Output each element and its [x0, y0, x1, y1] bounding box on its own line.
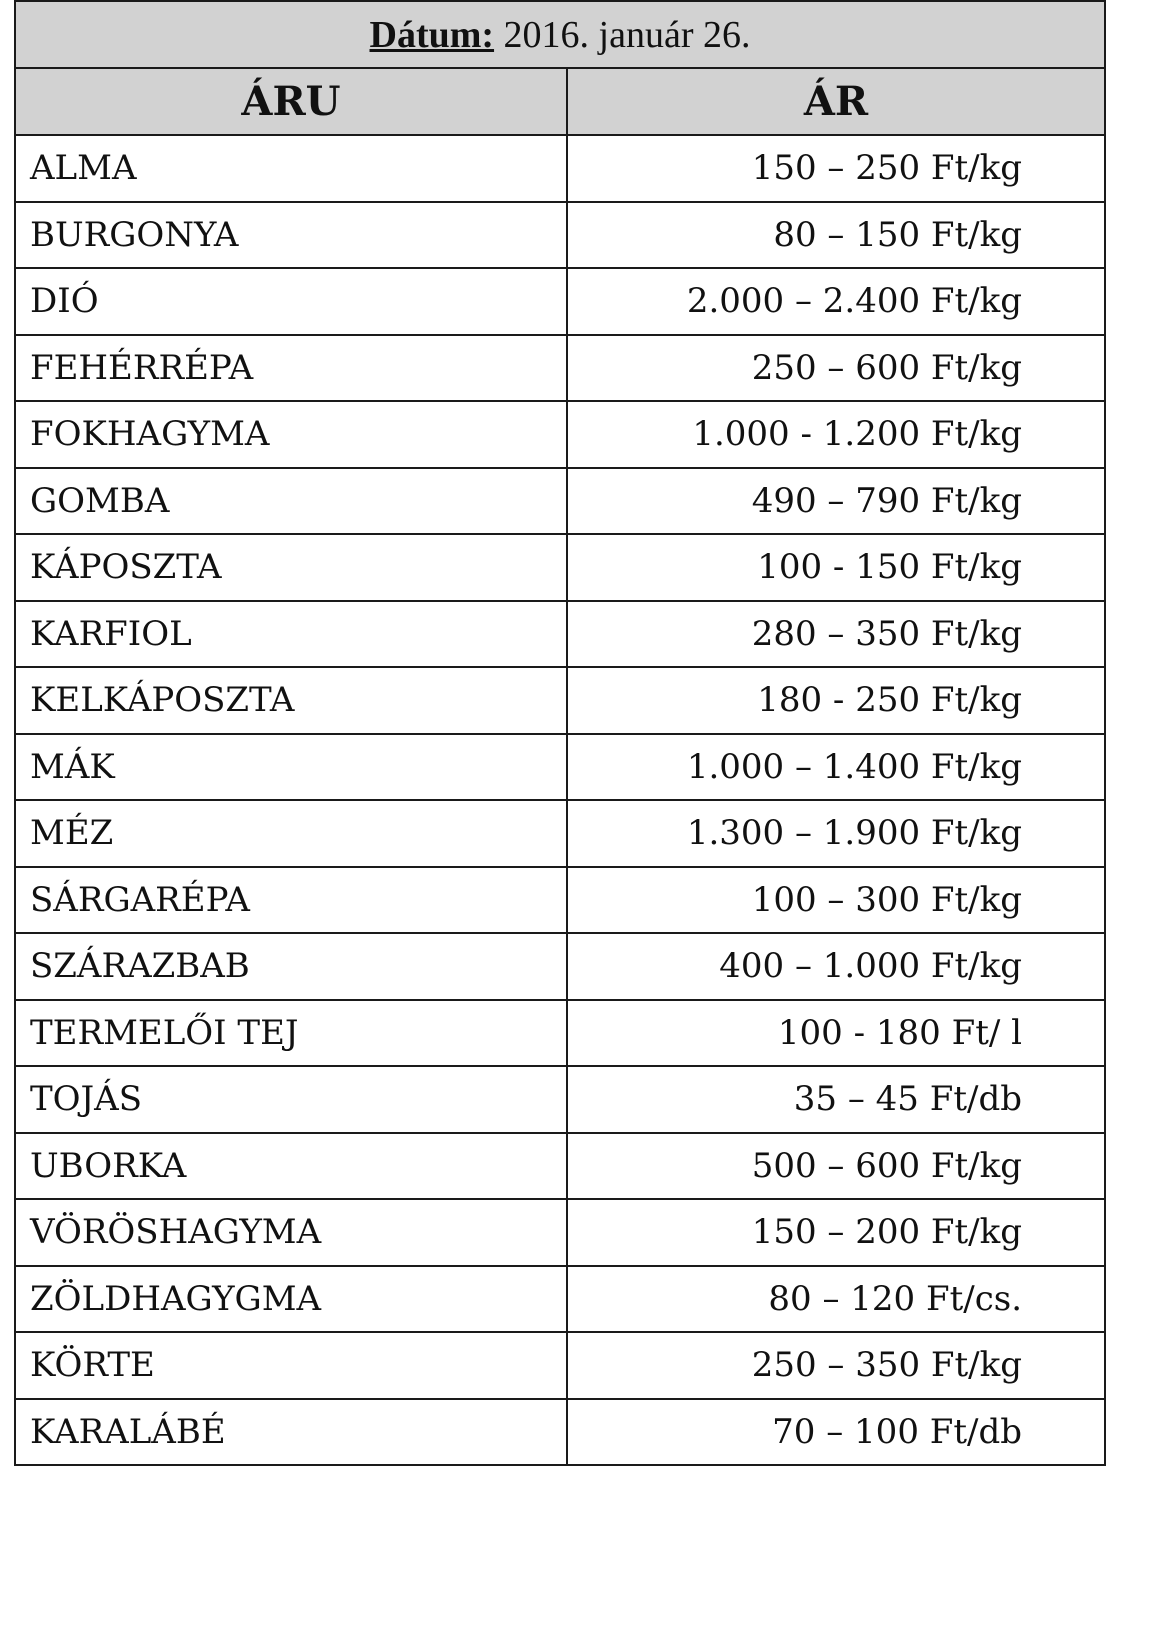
table-row [15, 601, 1105, 668]
table-row [15, 268, 1105, 335]
table-row [15, 135, 1105, 202]
item-price: 400 – 1.000 Ft/kg [567, 933, 1105, 1000]
table-row [15, 800, 1105, 867]
item-price: 180 - 250 Ft/kg [567, 667, 1105, 734]
item-name: ALMA [15, 135, 567, 202]
item-price: 1.000 – 1.400 Ft/kg [567, 734, 1105, 801]
item-name: MÉZ [15, 800, 567, 867]
item-price: 100 - 150 Ft/kg [567, 534, 1105, 601]
item-price: 1.000 - 1.200 Ft/kg [567, 401, 1105, 468]
item-price: 35 – 45 Ft/db [567, 1066, 1105, 1133]
item-price: 500 – 600 Ft/kg [567, 1133, 1105, 1200]
item-price: 70 – 100 Ft/db [567, 1399, 1105, 1466]
table-row [15, 1000, 1105, 1067]
table-row [15, 534, 1105, 601]
item-price: 80 – 120 Ft/cs. [567, 1266, 1105, 1333]
table-row [15, 1066, 1105, 1133]
item-price: 280 – 350 Ft/kg [567, 601, 1105, 668]
item-price: 2.000 – 2.400 Ft/kg [567, 268, 1105, 335]
item-name: KÖRTE [15, 1332, 567, 1399]
item-name: TOJÁS [15, 1066, 567, 1133]
table-row [15, 1133, 1105, 1200]
table-row [15, 867, 1105, 934]
item-name: MÁK [15, 734, 567, 801]
table-row [15, 202, 1105, 269]
item-price: 250 – 350 Ft/kg [567, 1332, 1105, 1399]
column-header-row [15, 68, 1105, 135]
table-row [15, 468, 1105, 535]
date-row [15, 1, 1105, 68]
date-value: 2016. január 26. [494, 13, 751, 56]
item-price: 1.300 – 1.900 Ft/kg [567, 800, 1105, 867]
table-row [15, 335, 1105, 402]
item-name: BURGONYA [15, 202, 567, 269]
item-name: DIÓ [15, 268, 567, 335]
table-row [15, 1332, 1105, 1399]
item-name: SZÁRAZBAB [15, 933, 567, 1000]
date-cell [15, 1, 1105, 68]
item-name: FOKHAGYMA [15, 401, 567, 468]
column-header-item: ÁRU [15, 68, 567, 135]
table-row [15, 734, 1105, 801]
item-price: 80 – 150 Ft/kg [567, 202, 1105, 269]
table-row [15, 667, 1105, 734]
table-row [15, 1199, 1105, 1266]
item-name: SÁRGARÉPA [15, 867, 567, 934]
item-price: 490 – 790 Ft/kg [567, 468, 1105, 535]
price-table [14, 0, 1106, 1466]
column-header-price: ÁR [567, 68, 1105, 135]
item-name: KARFIOL [15, 601, 567, 668]
table-row [15, 1399, 1105, 1466]
item-name: VÖRÖSHAGYMA [15, 1199, 567, 1266]
item-name: TERMELŐI TEJ [15, 1000, 567, 1067]
item-name: KÁPOSZTA [15, 534, 567, 601]
table-row [15, 1266, 1105, 1333]
item-price: 150 – 250 Ft/kg [567, 135, 1105, 202]
item-price: 150 – 200 Ft/kg [567, 1199, 1105, 1266]
item-name: FEHÉRRÉPA [15, 335, 567, 402]
date-label: Dátum: [369, 13, 495, 56]
item-price: 250 – 600 Ft/kg [567, 335, 1105, 402]
item-name: UBORKA [15, 1133, 567, 1200]
item-price: 100 – 300 Ft/kg [567, 867, 1105, 934]
table-row [15, 401, 1105, 468]
item-name: GOMBA [15, 468, 567, 535]
item-name: KELKÁPOSZTA [15, 667, 567, 734]
item-name: KARALÁBÉ [15, 1399, 567, 1466]
table-row [15, 933, 1105, 1000]
item-name: ZÖLDHAGYGMA [15, 1266, 567, 1333]
item-price: 100 - 180 Ft/ l [567, 1000, 1105, 1067]
